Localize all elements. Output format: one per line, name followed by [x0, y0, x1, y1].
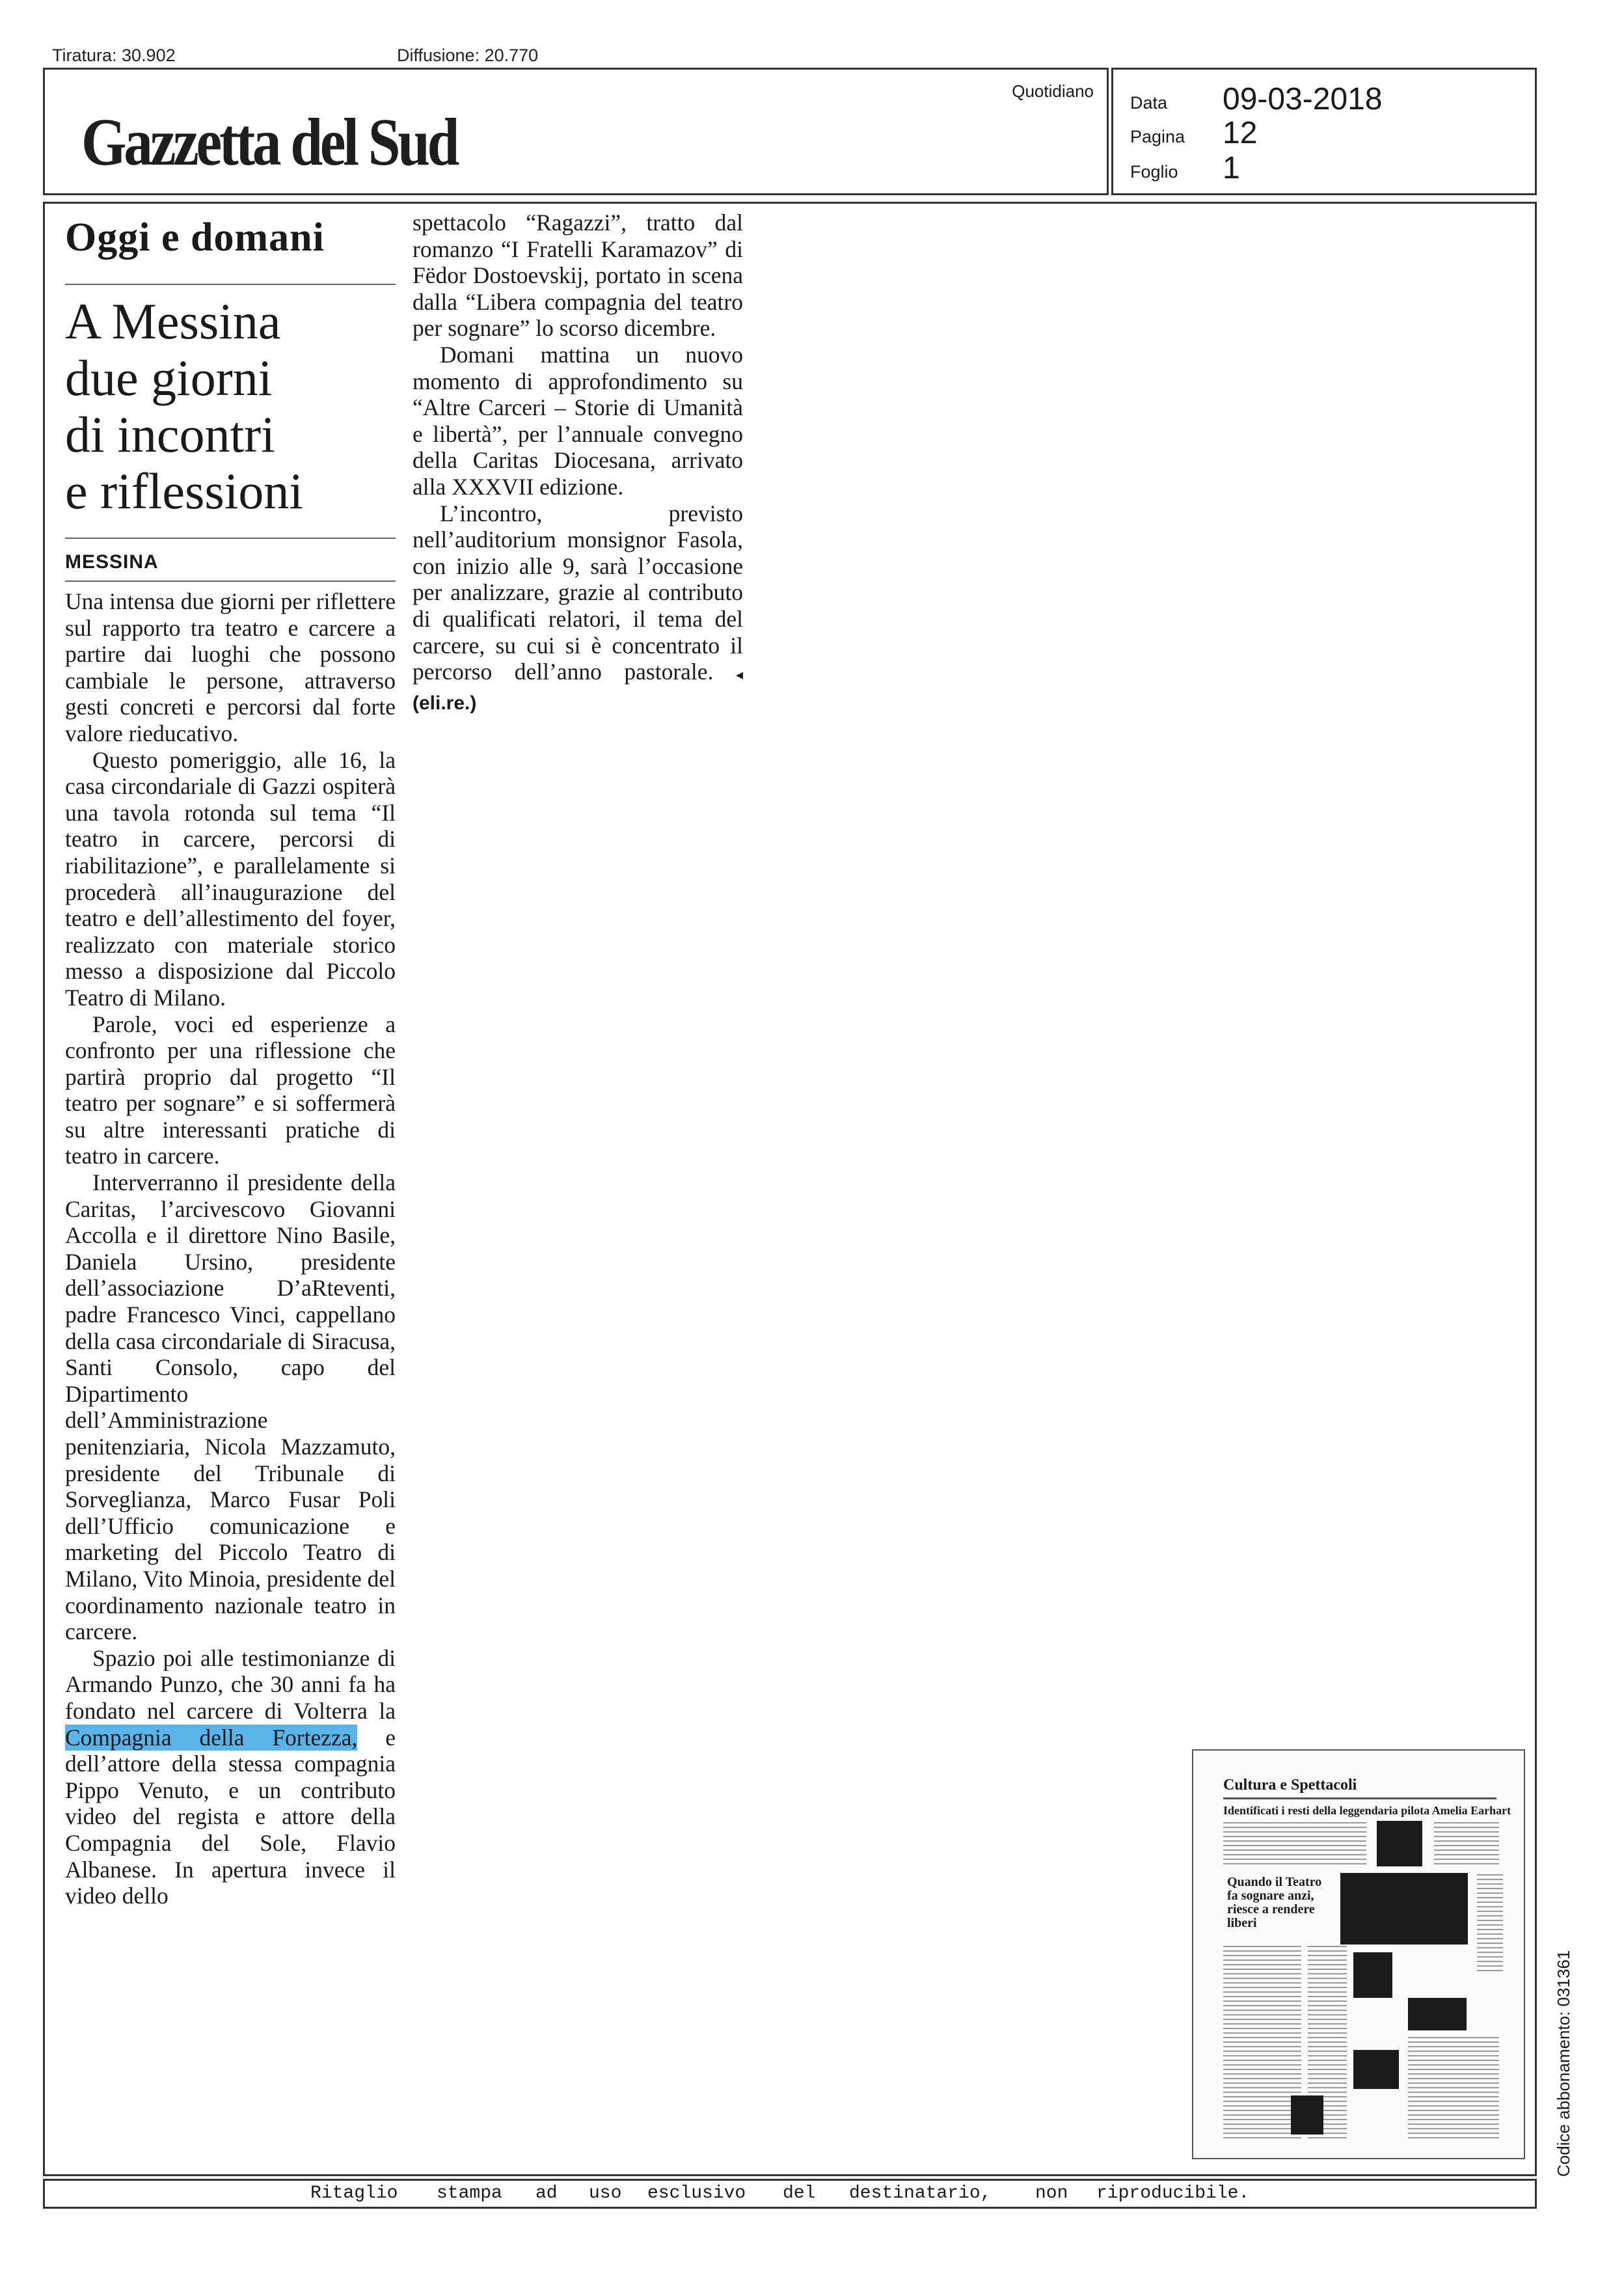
publication-type: Quotidiano — [1012, 81, 1094, 101]
headline-line: A Messina — [65, 293, 281, 349]
thumbnail-headline: Quando il Teatro fa sognare anzi, riesce a rendere liberi — [1227, 1875, 1322, 1930]
thumbnail-photo — [1408, 1998, 1467, 2030]
thumbnail-photo — [1353, 1952, 1392, 1998]
footer-word: stampa — [437, 2183, 502, 2204]
dateline: MESSINA — [65, 551, 159, 573]
thumbnail-top-title: Identificati i resti della leggendaria pilota Amelia Earhart — [1223, 1804, 1511, 1817]
footer-word: destinatario, — [849, 2183, 992, 2204]
foglio-label: Foglio — [1130, 162, 1178, 182]
masthead — [43, 68, 1109, 195]
headline-line: di incontri — [65, 406, 275, 463]
footer-word: non — [1035, 2183, 1068, 2204]
divider — [65, 538, 396, 539]
newspaper-logo: Gazzetta del Sud — [81, 105, 457, 180]
thumbnail-text-block — [1223, 1822, 1366, 1868]
paragraph: spettacolo “Ragazzi”, tratto dal romanzo “I Fratelli Karamazov” di Fëdor Dostoevskij, portato in scena dalla “Libera compagnia del teatro per sognare” lo scorso dicembre. — [413, 210, 743, 342]
signature: (eli.re.) — [413, 692, 477, 714]
thumbnail-photo — [1340, 1873, 1468, 1945]
paragraph: Spazio poi alle testimonianze di Armando Punzo, che 30 anni fa ha fondato nel carcere di Volterra la Compagnia della Fortezza, e dell’attore della stessa compagnia Pippo Venuto, e un contributo video del regista e attore della Compagnia del Sole, Flavio Albanese. In apertura invece il video dello — [65, 1644, 396, 1909]
paragraph: Domani mattina un nuovo momento di approfondimento su “Altre Carceri – Storie di Umanità e libertà”, per l’annuale convegno della Caritas Diocesana, arrivato alla XXXVII edizione. — [413, 341, 743, 500]
info-box — [1111, 68, 1537, 195]
footer-word: del — [783, 2183, 816, 2204]
thumbnail-text-block — [1408, 2037, 1499, 2141]
footer-word: uso — [589, 2183, 622, 2204]
paragraph: Questo pomeriggio, alle 16, la casa circondariale di Gazzi ospiterà una tavola rotonda sul tema “Il teatro in carcere, percorsi di riabilitazione”, e parallelamente si procederà all’inaugurazione del teatro e dell’allestimento del foyer, realizzato con materiale storico messo a disposizione dal Piccolo Teatro di Milano. — [65, 746, 396, 1011]
footer-word: Ritaglio — [310, 2183, 398, 2204]
highlighted-text: Compagnia della Fortezza, — [65, 1724, 358, 1751]
thumbnail-text-block — [1223, 1946, 1301, 2141]
paragraph: Interverranno il presidente della Caritas, l’arcivescovo Giovanni Accolla e il direttore Nino Basile, Daniela Ursino, presidente dell’associazione D’aRteventi, padre Francesco Vinci, cappellano della casa circondariale di Siracusa, Santi Consolo, capo del Dipartimento dell’Amministrazione penitenziaria, Nicola Mazzamuto, presidente del Tribunale di Sorveglianza, Marco Fusar Poli dell’Ufficio comunicazione e marketing del Piccolo Teatro di Milano, Vito Minoia, presidente del coordinamento nazionale teatro in carcere. — [65, 1169, 396, 1645]
data-label: Data — [1130, 93, 1168, 113]
page-thumbnail — [1192, 1749, 1525, 2159]
thumbnail-section: Cultura e Spettacoli — [1223, 1777, 1357, 1794]
footer-word: esclusivo — [647, 2183, 746, 2204]
end-marker-icon: ◂ — [735, 666, 744, 683]
tiratura: Tiratura: 30.902 — [52, 46, 176, 65]
headline-line: e riflessioni — [65, 463, 304, 519]
paragraph: Parole, voci ed esperienze a confronto per una riflessione che partirà proprio dal progetto “Il teatro per sognare” e si soffermerà su altre interessanti pratiche di teatro in carcere. — [65, 1011, 396, 1169]
foglio-value: 1 — [1223, 151, 1240, 185]
thumbnail-rule — [1223, 1797, 1496, 1799]
footer-word: riproducibile. — [1096, 2183, 1250, 2204]
diffusione: Diffusione: 20.770 — [397, 46, 539, 65]
headline — [65, 293, 403, 519]
article-column-2 — [413, 210, 743, 716]
footer-notice — [43, 2179, 1537, 2209]
paragraph: L’incontro, previsto nell’auditorium monsignor Fasola, con inizio alle 9, sarà l’occasione per analizzare, grazie al contributo di qualificati relatori, il tema del carcere, su cui si è concentrato il percorso dell’anno pastorale. ◂ (eli.re.) — [413, 500, 744, 714]
headline-line: due giorni — [65, 349, 273, 406]
thumbnail-photo — [1377, 1821, 1422, 1866]
thumbnail-text-block — [1434, 1822, 1499, 1868]
divider — [65, 580, 396, 582]
pagina-value: 12 — [1223, 116, 1258, 150]
footer-word: ad — [535, 2183, 558, 2204]
subscription-code: Codice abbonamento: 031361 — [1554, 1950, 1573, 2177]
data-value: 09-03-2018 — [1223, 82, 1383, 116]
thumbnail-photo — [1291, 2095, 1323, 2135]
divider — [65, 284, 396, 285]
section-title: Oggi e domani — [65, 215, 325, 260]
thumbnail-photo — [1353, 2050, 1399, 2089]
thumbnail-text-block — [1477, 1874, 1503, 1972]
article-column-1 — [65, 588, 396, 1909]
pagina-label: Pagina — [1130, 127, 1185, 146]
paragraph: Una intensa due giorni per riflettere sul rapporto tra teatro e carcere a partire dai luoghi che possono cambiale le persone, attraverso gesti concreti e percorsi dal forte valore rieducativo. — [65, 588, 396, 746]
